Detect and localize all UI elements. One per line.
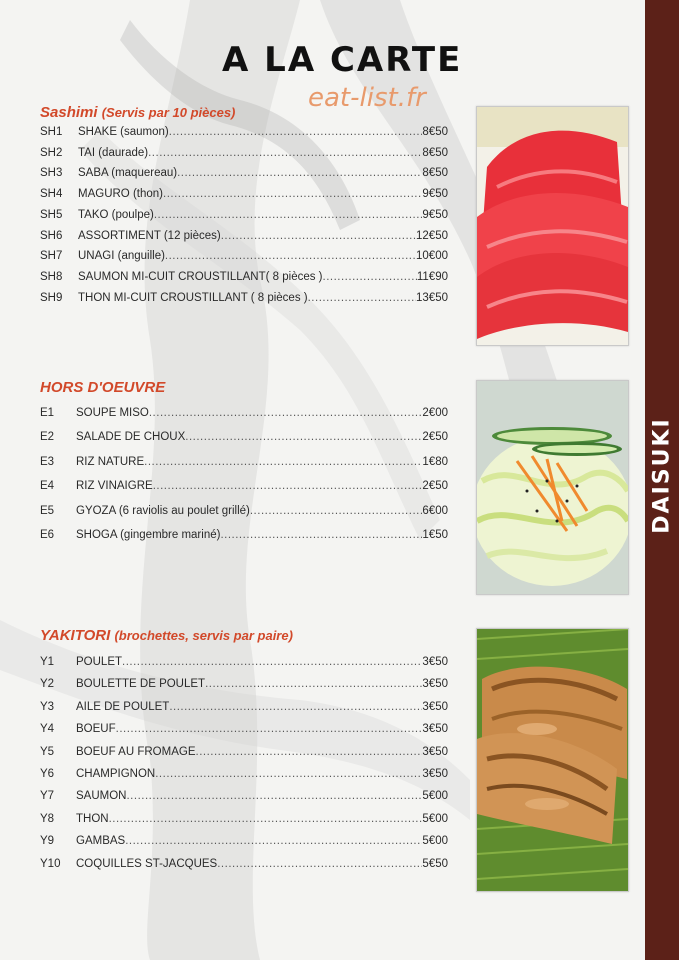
menu-item bbox=[40, 701, 448, 717]
item-price: 9€50 bbox=[422, 188, 448, 201]
item-code: Y3 bbox=[40, 700, 55, 713]
item-name: THON bbox=[76, 812, 109, 825]
item-name: MAGURO (thon) bbox=[78, 188, 163, 201]
item-name: SALADE DE CHOUX bbox=[76, 431, 186, 444]
menu-item bbox=[40, 768, 448, 784]
item-price: 12€50 bbox=[416, 229, 448, 242]
menu-item bbox=[40, 230, 448, 246]
menu-item bbox=[40, 407, 448, 423]
dot-leader bbox=[155, 768, 422, 780]
menu-item bbox=[40, 431, 448, 447]
item-price: 11€90 bbox=[416, 270, 448, 283]
menu-item bbox=[40, 813, 448, 829]
item-name: GAMBAS bbox=[76, 835, 126, 848]
item-code: Y6 bbox=[40, 768, 55, 780]
item-code: SH1 bbox=[40, 126, 63, 138]
watermark: eat-list.fr bbox=[308, 83, 426, 113]
dot-leader bbox=[217, 858, 422, 870]
item-name: BOEUF bbox=[76, 723, 116, 736]
menu-item bbox=[40, 188, 448, 204]
menu-item bbox=[40, 656, 448, 672]
item-code: E5 bbox=[40, 504, 55, 517]
dot-leader bbox=[125, 835, 422, 847]
item-name: RIZ VINAIGRE bbox=[76, 480, 153, 493]
item-name: SAUMON bbox=[76, 790, 127, 803]
sashimi-photo bbox=[476, 106, 629, 346]
item-code: E6 bbox=[40, 529, 55, 541]
item-code: Y2 bbox=[40, 678, 55, 691]
item-code: E1 bbox=[40, 407, 55, 419]
dot-leader bbox=[148, 147, 422, 159]
item-price: 2€50 bbox=[422, 431, 448, 444]
menu-item bbox=[40, 790, 448, 806]
item-price: 2€50 bbox=[422, 480, 448, 493]
dot-leader bbox=[153, 480, 423, 492]
item-price: 2€00 bbox=[422, 407, 448, 419]
item-code: Y5 bbox=[40, 745, 55, 758]
item-name: POULET bbox=[76, 656, 123, 668]
menu-item bbox=[40, 271, 448, 287]
section-title-text: Sashimi bbox=[40, 104, 98, 121]
dot-leader bbox=[109, 813, 423, 825]
menu-item bbox=[40, 858, 448, 874]
item-code: Y8 bbox=[40, 812, 55, 825]
item-price: 5€00 bbox=[422, 790, 448, 803]
item-name: SOUPE MISO bbox=[76, 407, 149, 419]
menu-item bbox=[40, 250, 448, 266]
menu-item bbox=[40, 126, 448, 142]
item-name: RIZ NATURE bbox=[76, 455, 145, 468]
item-code: Y1 bbox=[40, 656, 55, 668]
dot-leader bbox=[250, 505, 423, 517]
dot-leader bbox=[196, 746, 423, 758]
section-title-hors-doeuvre bbox=[40, 379, 165, 396]
item-code: SH5 bbox=[40, 208, 63, 221]
item-code: Y7 bbox=[40, 790, 55, 803]
item-price: 1€80 bbox=[422, 455, 448, 468]
item-name: COQUILLES ST-JACQUES bbox=[76, 857, 218, 870]
item-price: 3€50 bbox=[422, 678, 448, 691]
item-price: 9€50 bbox=[422, 208, 448, 221]
item-code: SH8 bbox=[40, 270, 63, 283]
item-name: CHAMPIGNON bbox=[76, 768, 156, 780]
item-price: 3€50 bbox=[422, 723, 448, 736]
dot-leader bbox=[177, 167, 422, 179]
menu-item bbox=[40, 746, 448, 762]
dot-leader bbox=[323, 271, 417, 283]
item-price: 8€50 bbox=[422, 167, 448, 180]
item-name: GYOZA (6 raviolis au poulet grillé) bbox=[76, 504, 250, 517]
item-code: SH2 bbox=[40, 146, 63, 159]
item-price: 3€50 bbox=[422, 768, 448, 780]
dot-leader bbox=[163, 188, 422, 200]
item-name: TAI (daurade) bbox=[78, 146, 149, 159]
dot-leader bbox=[221, 230, 416, 242]
section-title-yakitori bbox=[40, 627, 293, 644]
dot-leader bbox=[185, 431, 422, 443]
item-name: AILE DE POULET bbox=[76, 700, 170, 713]
item-name: UNAGI (anguille) bbox=[78, 250, 165, 263]
item-code: SH3 bbox=[40, 167, 63, 180]
item-price: 6€00 bbox=[422, 504, 448, 517]
item-name: SHOGA (gingembre mariné) bbox=[76, 529, 221, 541]
restaurant-name bbox=[649, 395, 675, 555]
item-name: BOEUF AU FROMAGE bbox=[76, 745, 196, 758]
dot-leader bbox=[149, 407, 423, 419]
menu-item bbox=[40, 209, 448, 225]
item-name: TAKO (poulpe) bbox=[78, 208, 154, 221]
menu-item bbox=[40, 529, 448, 545]
restaurant-name-text: DAISUKI bbox=[649, 416, 675, 534]
dot-leader bbox=[205, 678, 422, 690]
item-code: Y10 bbox=[40, 857, 61, 870]
dot-leader bbox=[308, 292, 416, 304]
menu-item bbox=[40, 456, 448, 472]
page-title: A LA CARTE bbox=[222, 40, 463, 80]
item-name: SAUMON MI-CUIT CROUSTILLANT( 8 pièces ) bbox=[78, 270, 323, 283]
dot-leader bbox=[220, 529, 422, 541]
dot-leader bbox=[165, 250, 416, 262]
item-code: Y4 bbox=[40, 723, 55, 736]
item-price: 8€50 bbox=[422, 126, 448, 138]
item-name: SABA (maquereau) bbox=[78, 167, 178, 180]
item-code: SH4 bbox=[40, 188, 63, 201]
item-price: 10€00 bbox=[416, 250, 448, 263]
section-title-sashimi bbox=[40, 104, 235, 121]
item-price: 8€50 bbox=[422, 146, 448, 159]
dot-leader bbox=[126, 790, 422, 802]
yakitori-photo bbox=[476, 628, 629, 892]
menu-item bbox=[40, 167, 448, 183]
item-code: SH7 bbox=[40, 250, 63, 263]
item-name: BOULETTE DE POULET bbox=[76, 678, 206, 691]
item-code: E2 bbox=[40, 431, 55, 444]
menu-item bbox=[40, 480, 448, 496]
salad-photo bbox=[476, 380, 629, 595]
menu-item bbox=[40, 835, 448, 851]
item-code: Y9 bbox=[40, 835, 55, 848]
dot-leader bbox=[154, 209, 423, 221]
dot-leader bbox=[169, 701, 422, 713]
item-price: 3€50 bbox=[422, 745, 448, 758]
item-price: 5€00 bbox=[422, 835, 448, 848]
item-price: 5€50 bbox=[422, 857, 448, 870]
section-title-text: HORS D'OEUVRE bbox=[40, 379, 166, 396]
item-price: 3€50 bbox=[422, 700, 448, 713]
section-subtitle: (brochettes, servis par paire) bbox=[114, 628, 293, 643]
item-code: E3 bbox=[40, 455, 55, 468]
item-code: SH6 bbox=[40, 229, 63, 242]
item-price: 3€50 bbox=[422, 656, 448, 668]
menu-item bbox=[40, 678, 448, 694]
menu-item bbox=[40, 292, 448, 308]
section-title-text: YAKITORI bbox=[40, 627, 111, 644]
menu-item bbox=[40, 147, 448, 163]
menu-item bbox=[40, 723, 448, 739]
item-code: E4 bbox=[40, 480, 55, 493]
item-price: 13€50 bbox=[416, 291, 448, 304]
item-price: 1€50 bbox=[422, 529, 448, 541]
dot-leader bbox=[122, 656, 422, 668]
dot-leader bbox=[169, 126, 423, 138]
menu-item bbox=[40, 505, 448, 521]
item-code: SH9 bbox=[40, 291, 63, 304]
item-price: 5€00 bbox=[422, 812, 448, 825]
section-subtitle: (Servis par 10 pièces) bbox=[101, 105, 236, 120]
dot-leader bbox=[116, 723, 423, 735]
item-name: SHAKE (saumon) bbox=[78, 126, 169, 138]
item-name: THON MI-CUIT CROUSTILLANT ( 8 pièces ) bbox=[78, 291, 308, 304]
item-name: ASSORTIMENT (12 pièces) bbox=[78, 229, 221, 242]
dot-leader bbox=[144, 456, 422, 468]
